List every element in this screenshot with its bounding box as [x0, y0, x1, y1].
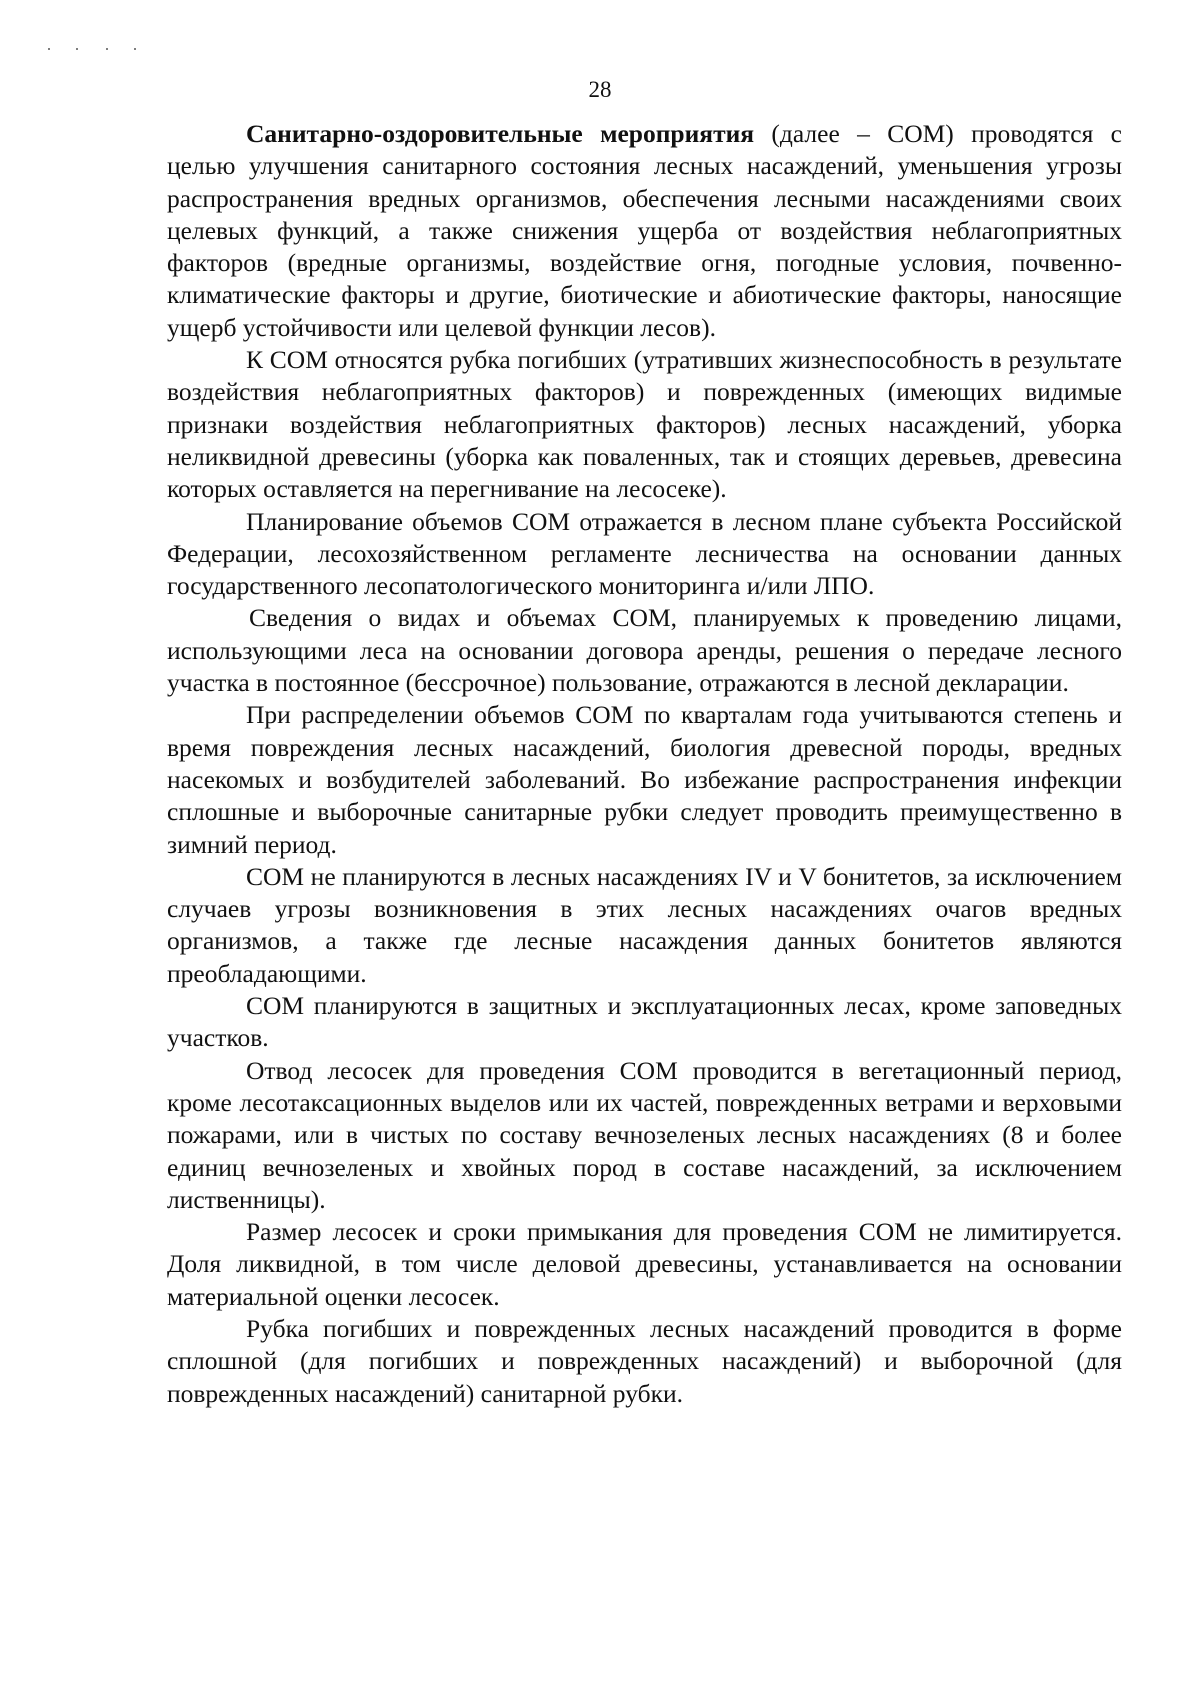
paragraph-som-forests [167, 990, 1122, 1055]
paragraph-som-distribution [167, 699, 1122, 860]
document-body [167, 118, 1122, 1410]
scan-artifact-dots [48, 48, 138, 54]
paragraph-text: Размер лесосек и сроки примыкания для проведения СОМ не лимитируется. Доля ликвидной, в том числе деловой древесины, устанавливается на основании материальной оценки лесосек. [167, 1217, 1122, 1311]
paragraph-text: Планирование объемов СОМ отражается в лесном плане субъекта Российской Федерации, лесохозяйственном регламенте лесничества на основании данных государственного лесопатологического мониторинга и/или ЛПО. [167, 506, 1122, 601]
paragraph-som-felling [167, 1313, 1122, 1410]
paragraph-text: СОМ не планируются в лесных насаждениях IV и V бонитетов, за исключением случаев угрозы возникновения в этих лесных насаждениях очагов вредных организмов, а также где лесные насаждения данных бонитетов являются преобладающими. [167, 861, 1122, 988]
paragraph-som-includes [167, 344, 1122, 505]
paragraph-som-size [167, 1216, 1122, 1313]
paragraph-text: Сведения о видах и объемах СОМ, планируемых к проведению лицами, использующими леса на основании договора аренды, решения о передаче лесного участка в постоянное (бессрочное) пользование, отражаются в лесной декларации. [167, 603, 1122, 698]
paragraph-som-bonitet [167, 861, 1122, 990]
paragraph-som-planning [167, 506, 1122, 603]
paragraph-text: Рубка погибших и поврежденных лесных насаждений проводится в форме сплошной (для погибших и поврежденных насаждений) и выборочной (для поврежденных насаждений) санитарной рубки. [167, 1313, 1122, 1408]
paragraph-text: СОМ планируются в защитных и эксплуатационных лесах, кроме заповедных участков. [167, 991, 1122, 1053]
paragraph-text: Отвод лесосек для проведения СОМ проводится в вегетационный период, кроме лесотаксационных выделов или их частей, поврежденных ветрами и верховыми пожарами, или в чистых по составу вечнозеленых лесных насаждениях (8 и более единиц вечнозеленых и хвойных пород в составе насаждений, за исключением лиственницы). [167, 1055, 1122, 1214]
page-number: 28 [588, 77, 612, 102]
bold-term-measures: мероприятия [600, 119, 755, 148]
paragraph-som-definition [167, 118, 1122, 344]
bold-term-sanitary: Санитарно-оздоровительные [246, 119, 583, 148]
paragraph-som-declaration [167, 602, 1122, 699]
paragraph-text: К СОМ относятся рубка погибших (утративших жизнеспособность в результате воздействия неблагоприятных факторов) и поврежденных (имеющих видимые признаки воздействия неблагоприятных факторов) лесных насаждений, уборка неликвидной древесины (уборка как поваленных, так и стоящих деревьев, древесина которых оставляется на перегнивание на лесосеке). [167, 345, 1122, 504]
paragraph-som-allotment [167, 1055, 1122, 1216]
paragraph-text: (далее – СОМ) проводятся с целью улучшения санитарного состояния лесных насаждений, уменьшения угрозы распространения вредных организмов, обеспечения лесными насаждениями своих целевых функций, а также снижения ущерба от воздействия неблагоприятных факторов (вредные организмы, воздействие огня, погодные условия, почвенно-климатические факторы и другие, биотические и абиотические факторы, наносящие ущерб устойчивости или целевой функции лесов). [167, 119, 1122, 342]
paragraph-text: При распределении объемов СОМ по кварталам года учитываются степень и время повреждения лесных насаждений, биология древесной породы, вредных насекомых и возбудителей заболеваний. Во избежание распространения инфекции сплошные и выборочные санитарные рубки следует проводить преимущественно в зимний период. [167, 700, 1122, 859]
